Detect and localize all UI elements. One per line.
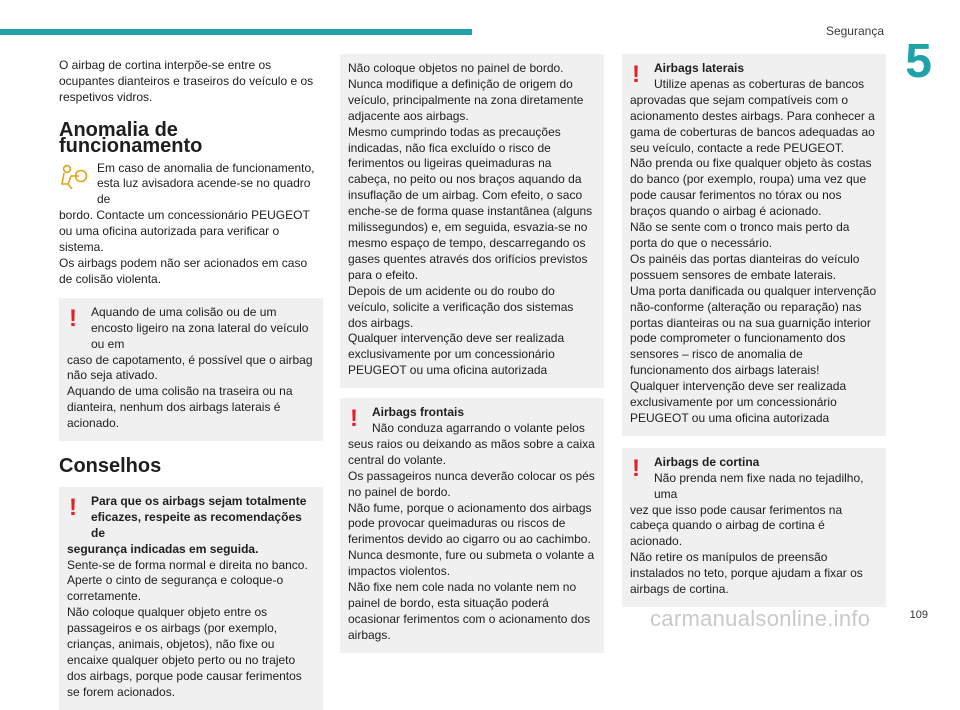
warning-box-curtain-airbags: ! Airbags de cortina Não prenda nem fixe nada no tejadilho, uma vez que isso pode causar ferimentos na cabeça quando o airbag de cortina é acionado. Não retire os manípulos de preensão instalados no teto, porque ajudam a fixar os airbags de cortina. xyxy=(622,448,886,607)
intro-paragraph: O airbag de cortina interpõe-se entre os ocupantes dianteiros e traseiros do veículo e os respetivos vidros. xyxy=(59,58,314,104)
section-title: Segurança xyxy=(825,24,884,38)
curtain-airbags-title: Airbags de cortina xyxy=(654,454,760,469)
malfunction-text: Em caso de anomalia de funcionamento, esta luz avisadora acende-se no quadro de bordo. Contacte um concessionário PEUGEOT ou uma oficina autorizada para verificar o sistema. Os airbags podem não ser acionados em caso de colisão violenta. xyxy=(59,160,315,286)
heading-tips: Conselhos xyxy=(59,455,162,478)
header-accent-bar xyxy=(0,29,472,35)
tips-continued-box: Não coloque objetos no painel de bordo. Nunca modifique a definição de origem do veículo, principalmente na zona diretamente adjacente aos airbags. Mesmo cumprindo todas as precauções indicadas, não fica excluído o risco de ferimentos ou ligeiras queimaduras na cabeça, no peito ou nos braços aquando da insuflação de um airbag. Com efeito, o saco enche-se de forma quase instantânea (alguns milissegundos) e, em seguida, esvazia-se no mesmo espaço de tempo, descarregando os gases quentes através dos orifícios previstos para o efeito. Depois de um acidente ou do roubo do veículo, solicite a verificação dos sistemas dos airbags. Qualquer intervenção deve ser realizada exclusivamente por um concessionário PEUGEOT ou uma oficina autorizada xyxy=(340,54,604,388)
side-airbags-title: Airbags laterais xyxy=(654,61,745,75)
warning-box-collision: ! Aquando de uma colisão ou de um encosto ligeiro na zona lateral do veículo ou em caso de capotamento, é possível que o airbag não seja ativado. Aquando de uma colisão na traseira ou na dianteira, nenhum dos airbags laterais é acionado. xyxy=(59,298,323,441)
column-2 xyxy=(340,54,604,653)
exclamation-icon: ! xyxy=(632,61,640,88)
exclamation-icon: ! xyxy=(632,454,640,482)
watermark: carmanualsonline.info xyxy=(650,606,871,631)
exclamation-icon: ! xyxy=(350,405,358,433)
warning-box-front-airbags: ! Airbags frontais Não conduza agarrando o volante pelos seus raios ou deixando as mãos sobre a caixa central do volante. Os passageiros nunca deverão colocar os pés no painel de bordo. Não fume, porque o acionamento dos airbags pode provocar queimaduras ou riscos de ferimentos devido ao cigarro ou ao cachimbo. Nunca desmonte, fure ou submeta o volante a impactos violentos. Não fixe nem cole nada no volante nem no painel de bordo, esta situação poderá ocasionar ferimentos com o acionamento dos airbags. xyxy=(340,398,604,653)
front-airbags-title: Airbags frontais xyxy=(372,405,465,420)
warning-box-tips: ! Para que os airbags sejam totalmente eficazes, respeite as recomendações de segurança indicadas em seguida. Sente-se de forma normal e direita no banco. Aperte o cinto de segurança e coloque-o corretamente. Não coloque qualquer objeto entre os passageiros e os airbags (por exemplo, crianças, animais, objetos), não fixe ou encaixe qualquer objeto perto ou no trajeto dos airbags, porque pode causar ferimentos se forem acionados. xyxy=(59,487,323,710)
exclamation-icon: ! xyxy=(69,493,77,521)
column-1 xyxy=(59,58,323,710)
airbag-warning-lamp-icon xyxy=(59,162,89,192)
heading-malfunction: Anomalia de funcionamento xyxy=(59,118,203,157)
warning-box-side-airbags: ! Airbags laterais Utilize apenas as coberturas de bancos aprovadas que sejam compatíveis com o acionamento destes airbags. Para conhecer a gama de coberturas de bancos adequadas ao seu veículo, contacte a rede PEUGEOT. Não prenda ou fixe qualquer objeto às costas do banco (por exemplo, roupa) uma vez que pode causar ferimentos no tórax ou nos braços quando o airbag é acionado. Não se sente com o tronco mais perto da porta do que o necessário. Os painéis das portas dianteiras do veículo possuem sensores de embate laterais. Uma porta danificada ou qualquer intervenção não-conforme (alteração ou reparação) nas portas dianteiras ou na sua guarnição interior pode comprometer o funcionamento dos sensores – risco de anomalia de funcionamento dos airbags laterais! Qualquer intervenção deve ser realizada exclusivamente por um concessionário PEUGEOT ou uma oficina autorizada xyxy=(622,54,886,436)
page-number: 109 xyxy=(909,609,928,621)
exclamation-icon: ! xyxy=(69,304,77,332)
column-3 xyxy=(622,54,886,607)
chapter-number: 5 xyxy=(905,35,932,88)
